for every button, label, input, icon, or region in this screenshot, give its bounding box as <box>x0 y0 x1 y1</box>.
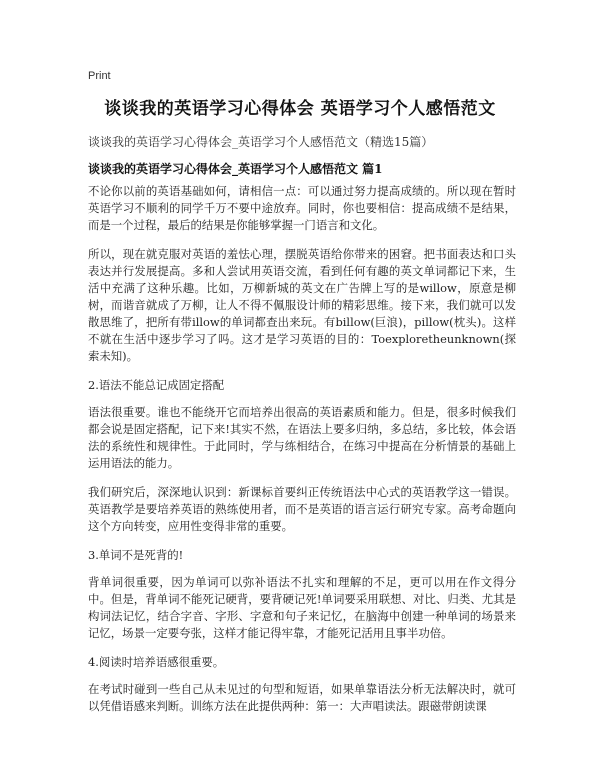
print-label[interactable]: Print <box>88 70 111 82</box>
paragraph-intro: 不论你以前的英语基础如何，请相信一点：可以通过努力提高成绩的。所以现在暂时英语学习不顺利的同学千万不要中途放弃。同时，你也要相信：提高成绩不是结果，而是一个过程，最后的结果是你能够掌握一门语言和文化。 <box>88 184 516 232</box>
paragraph-overcome-shyness: 所以，现在就克服对英语的羞怯心理，摆脱英语给你带来的困窘。把书面表达和口头表达并行发展提高。多和人尝试用英语交流，看到任何有趣的英文单词都记下来，生活中充满了这种乐趣。比如，万柳新城的英文在广告牌上写的是willow，原意是柳树，而谐音就成了万柳，让人不得不佩服设计师的精彩思维。接下来，我们就可以发散思维了，把所有带illow的单词都查出来玩。有billow(巨浪)，pillow(枕头)。这样不就在生活中逐步学习了吗。这才是学习英语的目的：Toexploretheunknown(探索未知)。 <box>88 247 516 363</box>
paragraph-reading: 在考试时碰到一些自己从未见过的句型和短语，如果单靠语法分析无法解决时，就可以凭借语感来判断。训练方法在此提供两种：第一：大声唱读法。跟磁带朗读课 <box>88 682 516 713</box>
point-heading-reading: 4.阅读时培养语感很重要。 <box>88 655 225 669</box>
article-body <box>88 183 516 727</box>
point-heading-grammar: 2.语法不能总记成固定搭配 <box>88 378 225 392</box>
paragraph-grammar: 语法很重要。谁也不能绕开它而培养出很高的英语素质和能力。但是，很多时候我们都会说是固定搭配，记下来!其实不然，在语法上要多归纳，多总结，多比较，体会语法的系统性和规律性。于此同时，学与练相结合，在练习中提高在分析情景的基础上运用语法的能力。 <box>88 405 516 470</box>
point-heading-vocabulary: 3.单词不是死背的! <box>88 548 184 562</box>
page-title: 谈谈我的英语学习心得体会 英语学习个人感悟范文 <box>104 99 496 119</box>
section-heading: 谈谈我的英语学习心得体会_英语学习个人感悟范文 篇1 <box>88 162 383 176</box>
paragraph-new-curriculum: 我们研究后，深深地认识到：新课标首要纠正传统语法中心式的英语教学这一错误。英语教学是要培养英语的熟练使用者，而不是英语的语言运行研究专家。高考命题向这个方向转变，应用性变得非常的重要。 <box>88 485 516 533</box>
document-subtitle: 谈谈我的英语学习心得体会_英语学习个人感悟范文（精选15篇） <box>88 135 434 149</box>
paragraph-vocabulary: 背单词很重要，因为单词可以弥补语法不扎实和理解的不足，更可以用在作文得分中。但是，背单词不能死记硬背，要背硬记死!单词要采用联想、对比、归类、尤其是构词法记忆，结合字音、字形、字意和句子来记忆，在脑海中创建一种单词的场景来记忆，场景一定要夸张，这样才能记得牢靠，才能死记活用且事半功倍。 <box>88 575 516 640</box>
